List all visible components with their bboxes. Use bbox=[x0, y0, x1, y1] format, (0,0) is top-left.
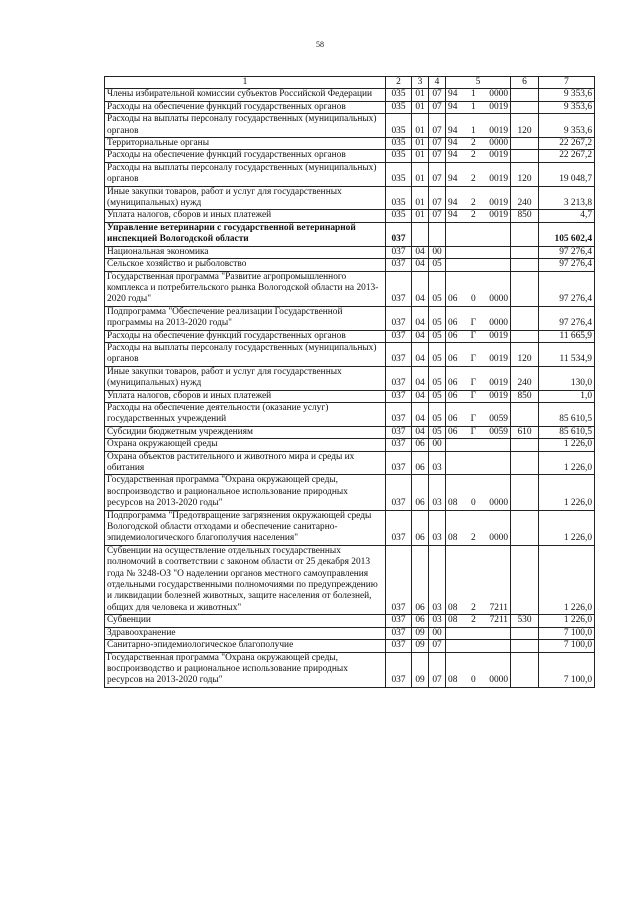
row-dept-code: 035 bbox=[386, 150, 412, 162]
row-dept-code: 037 bbox=[386, 545, 412, 614]
table-row bbox=[105, 402, 595, 426]
row-section-code: 06 bbox=[412, 451, 429, 475]
row-amount: 1 226,0 bbox=[539, 615, 595, 627]
row-expense-type bbox=[511, 259, 539, 271]
table-row bbox=[105, 150, 595, 162]
row-target-code bbox=[446, 186, 511, 210]
row-subsection-code: 07 bbox=[429, 210, 446, 222]
table-row bbox=[105, 186, 595, 210]
target-code-direction: 0019 bbox=[489, 390, 508, 401]
row-expense-type bbox=[511, 475, 539, 510]
target-code-direction: 0000 bbox=[489, 675, 508, 686]
target-code-program: 06 bbox=[448, 390, 458, 401]
row-dept-code: 037 bbox=[386, 627, 412, 639]
table-row bbox=[105, 222, 595, 246]
row-section-code: 04 bbox=[412, 330, 429, 342]
row-expense-type bbox=[511, 138, 539, 150]
row-amount: 22 267,2 bbox=[539, 150, 595, 162]
row-expense-type bbox=[511, 510, 539, 545]
row-section-code: 04 bbox=[412, 402, 429, 426]
row-section-code: 04 bbox=[412, 271, 429, 306]
row-name: Подпрограмма "Предотвращение загрязнения окружающей среды Вологодской области отходами и обеспечение санитарно-эпидемиологического благополучия населения" bbox=[105, 510, 386, 545]
target-code-direction: 0019 bbox=[489, 101, 508, 112]
row-expense-type bbox=[511, 306, 539, 330]
row-subsection-code: 07 bbox=[429, 186, 446, 210]
row-name: Субвенции bbox=[105, 615, 386, 627]
target-code-subprogram: 0 bbox=[470, 294, 476, 305]
target-code-program: 94 bbox=[448, 150, 458, 161]
row-expense-type: 850 bbox=[511, 210, 539, 222]
target-code-program: 08 bbox=[448, 615, 458, 626]
table-row bbox=[105, 271, 595, 306]
target-code-subprogram: 2 bbox=[471, 615, 476, 626]
row-expense-type bbox=[511, 545, 539, 614]
row-dept-code: 037 bbox=[386, 306, 412, 330]
row-amount: 1 226,0 bbox=[539, 510, 595, 545]
target-code-program: 06 bbox=[448, 354, 458, 365]
row-section-code: 01 bbox=[412, 89, 429, 101]
row-dept-code: 037 bbox=[386, 342, 412, 366]
target-code-subprogram: Г bbox=[470, 390, 477, 401]
row-target-code bbox=[446, 342, 511, 366]
target-code-program: 94 bbox=[448, 198, 458, 209]
row-target-code bbox=[446, 259, 511, 271]
target-code-subprogram: 0 bbox=[470, 675, 476, 686]
row-target-code bbox=[446, 652, 511, 687]
row-amount: 22 267,2 bbox=[539, 138, 595, 150]
target-code-subprogram: Г bbox=[470, 426, 477, 437]
row-expense-type bbox=[511, 222, 539, 246]
target-code-direction: 7211 bbox=[489, 615, 508, 626]
target-code-program: 94 bbox=[448, 125, 458, 136]
row-dept-code: 035 bbox=[386, 210, 412, 222]
row-amount: 1 226,0 bbox=[539, 475, 595, 510]
row-expense-type bbox=[511, 451, 539, 475]
budget-table-body bbox=[105, 77, 595, 688]
target-code-program: 06 bbox=[448, 426, 458, 437]
row-target-code bbox=[446, 390, 511, 402]
row-target-code bbox=[446, 150, 511, 162]
row-section-code: 06 bbox=[412, 439, 429, 451]
target-code-direction: 0000 bbox=[489, 89, 508, 100]
row-dept-code: 037 bbox=[386, 426, 412, 438]
target-code-direction: 0019 bbox=[489, 198, 508, 209]
row-expense-type: 610 bbox=[511, 426, 539, 438]
row-name: Расходы на выплаты персоналу государственных (муниципальных) органов bbox=[105, 114, 386, 138]
target-code-program: 08 bbox=[448, 602, 458, 613]
row-amount: 85 610,5 bbox=[539, 426, 595, 438]
row-expense-type bbox=[511, 627, 539, 639]
target-code-subprogram: Г bbox=[470, 318, 477, 329]
row-name: Санитарно-эпидемиологическое благополучие bbox=[105, 640, 386, 652]
row-section-code: 04 bbox=[412, 306, 429, 330]
row-section-code: 01 bbox=[412, 101, 429, 113]
row-target-code bbox=[446, 89, 511, 101]
target-code-program: 06 bbox=[448, 378, 458, 389]
row-section-code: 04 bbox=[412, 426, 429, 438]
row-dept-code: 035 bbox=[386, 101, 412, 113]
row-expense-type bbox=[511, 150, 539, 162]
row-target-code bbox=[446, 210, 511, 222]
row-section-code: 01 bbox=[412, 114, 429, 138]
row-subsection-code: 05 bbox=[429, 259, 446, 271]
row-expense-type: 850 bbox=[511, 390, 539, 402]
target-code-program: 94 bbox=[448, 101, 458, 112]
row-subsection-code: 05 bbox=[429, 366, 446, 390]
row-name: Охрана окружающей среды bbox=[105, 439, 386, 451]
row-section-code: 04 bbox=[412, 366, 429, 390]
row-subsection-code bbox=[429, 222, 446, 246]
row-section-code: 01 bbox=[412, 186, 429, 210]
table-row bbox=[105, 439, 595, 451]
row-dept-code: 037 bbox=[386, 330, 412, 342]
row-dept-code: 037 bbox=[386, 222, 412, 246]
row-target-code bbox=[446, 545, 511, 614]
row-target-code bbox=[446, 271, 511, 306]
row-target-code bbox=[446, 439, 511, 451]
target-code-subprogram: 2 bbox=[470, 138, 476, 149]
row-subsection-code: 07 bbox=[429, 101, 446, 113]
row-amount: 7 100,0 bbox=[539, 627, 595, 639]
table-row bbox=[105, 390, 595, 402]
row-expense-type bbox=[511, 101, 539, 113]
row-amount: 19 048,7 bbox=[539, 162, 595, 186]
row-section-code: 09 bbox=[412, 627, 429, 639]
table-row bbox=[105, 259, 595, 271]
target-code-program: 08 bbox=[448, 533, 458, 544]
target-code-program: 06 bbox=[448, 414, 458, 425]
target-code-subprogram: 2 bbox=[470, 533, 476, 544]
header-cell: 6 bbox=[511, 77, 539, 89]
row-amount: 9 353,6 bbox=[539, 101, 595, 113]
target-code-direction: 0000 bbox=[489, 138, 508, 149]
row-dept-code: 035 bbox=[386, 186, 412, 210]
table-row bbox=[105, 426, 595, 438]
target-code-subprogram: Г bbox=[470, 330, 477, 341]
table-row bbox=[105, 306, 595, 330]
row-subsection-code: 07 bbox=[429, 640, 446, 652]
row-subsection-code: 05 bbox=[429, 306, 446, 330]
row-target-code bbox=[446, 366, 511, 390]
target-code-direction: 0059 bbox=[489, 426, 508, 437]
table-row bbox=[105, 451, 595, 475]
table-row bbox=[105, 615, 595, 627]
row-name: Государственная программа "Развитие агропромышленного комплекса и потребительского рынка Вологодской области на 2013-2020 годы" bbox=[105, 271, 386, 306]
row-target-code bbox=[446, 451, 511, 475]
row-amount: 9 353,6 bbox=[539, 114, 595, 138]
row-section-code bbox=[412, 222, 429, 246]
row-name: Иные закупки товаров, работ и услуг для государственных (муниципальных) нужд bbox=[105, 366, 386, 390]
target-code-direction: 0019 bbox=[489, 210, 508, 221]
row-expense-type bbox=[511, 439, 539, 451]
row-expense-type: 120 bbox=[511, 342, 539, 366]
row-dept-code: 035 bbox=[386, 162, 412, 186]
table-row bbox=[105, 366, 595, 390]
table-row bbox=[105, 342, 595, 366]
row-amount: 97 276,4 bbox=[539, 306, 595, 330]
row-expense-type: 120 bbox=[511, 114, 539, 138]
row-amount: 11 534,9 bbox=[539, 342, 595, 366]
target-code-direction: 0000 bbox=[489, 533, 508, 544]
row-target-code bbox=[446, 114, 511, 138]
target-code-subprogram: 2 bbox=[471, 602, 476, 613]
row-subsection-code: 05 bbox=[429, 402, 446, 426]
row-expense-type: 530 bbox=[511, 615, 539, 627]
row-amount: 1,0 bbox=[539, 390, 595, 402]
row-subsection-code: 03 bbox=[429, 475, 446, 510]
row-dept-code: 037 bbox=[386, 652, 412, 687]
target-code-program: 94 bbox=[448, 210, 458, 221]
row-name: Расходы на обеспечение деятельности (оказание услуг) государственных учреждений bbox=[105, 402, 386, 426]
row-section-code: 04 bbox=[412, 259, 429, 271]
row-dept-code: 037 bbox=[386, 475, 412, 510]
row-expense-type bbox=[511, 652, 539, 687]
row-expense-type bbox=[511, 402, 539, 426]
row-section-code: 01 bbox=[412, 162, 429, 186]
row-dept-code: 037 bbox=[386, 615, 412, 627]
row-dept-code: 035 bbox=[386, 114, 412, 138]
target-code-program: 94 bbox=[448, 89, 458, 100]
table-row bbox=[105, 162, 595, 186]
header-cell: 5 bbox=[446, 77, 511, 89]
row-name: Государственная программа "Охрана окружающей среды, воспроизводство и рациональное использование природных ресурсов на 2013-2020 годы" bbox=[105, 475, 386, 510]
target-code-program: 06 bbox=[448, 294, 458, 305]
row-name: Охрана объектов растительного и животного мира и среды их обитания bbox=[105, 451, 386, 475]
row-amount: 7 100,0 bbox=[539, 652, 595, 687]
row-section-code: 01 bbox=[412, 210, 429, 222]
row-dept-code: 037 bbox=[386, 451, 412, 475]
row-name: Субвенции на осуществление отдельных государственных полномочий в соответствии с законом области от 25 декабря 2013 года № 3248-ОЗ "О наделении органов местного самоуправления отдельными государственными полномочиями по предупреждению и ликвидации болезней животных, защите населения от болезней, общих для человека и животных" bbox=[105, 545, 386, 614]
target-code-subprogram: 0 bbox=[470, 498, 476, 509]
row-subsection-code: 07 bbox=[429, 138, 446, 150]
table-row bbox=[105, 246, 595, 258]
row-subsection-code: 05 bbox=[429, 330, 446, 342]
row-section-code: 09 bbox=[412, 652, 429, 687]
row-dept-code: 035 bbox=[386, 89, 412, 101]
table-row bbox=[105, 138, 595, 150]
row-dept-code: 037 bbox=[386, 510, 412, 545]
target-code-program: 06 bbox=[448, 318, 458, 329]
row-name: Подпрограмма "Обеспечение реализации Государственной программы на 2013-2020 годы" bbox=[105, 306, 386, 330]
row-subsection-code: 03 bbox=[429, 451, 446, 475]
row-expense-type: 120 bbox=[511, 162, 539, 186]
row-name: Территориальные органы bbox=[105, 138, 386, 150]
row-name: Расходы на выплаты персоналу государственных (муниципальных) органов bbox=[105, 162, 386, 186]
target-code-program: 08 bbox=[448, 675, 458, 686]
row-name: Субсидии бюджетным учреждениям bbox=[105, 426, 386, 438]
row-subsection-code: 00 bbox=[429, 439, 446, 451]
row-subsection-code: 05 bbox=[429, 390, 446, 402]
row-amount: 4,7 bbox=[539, 210, 595, 222]
row-dept-code: 037 bbox=[386, 246, 412, 258]
row-name: Расходы на обеспечение функций государственных органов bbox=[105, 101, 386, 113]
row-dept-code: 037 bbox=[386, 271, 412, 306]
row-name: Члены избирательной комиссии субъектов Российской Федерации bbox=[105, 89, 386, 101]
target-code-direction: 0019 bbox=[489, 125, 508, 136]
row-name: Сельское хозяйство и рыболовство bbox=[105, 259, 386, 271]
header-cell: 7 bbox=[539, 77, 595, 89]
row-expense-type: 240 bbox=[511, 186, 539, 210]
row-section-code: 06 bbox=[412, 545, 429, 614]
target-code-direction: 0019 bbox=[489, 378, 508, 389]
target-code-program: 06 bbox=[448, 330, 458, 341]
row-expense-type bbox=[511, 640, 539, 652]
row-subsection-code: 05 bbox=[429, 426, 446, 438]
row-expense-type: 240 bbox=[511, 366, 539, 390]
row-target-code bbox=[446, 475, 511, 510]
row-subsection-code: 00 bbox=[429, 246, 446, 258]
row-amount: 1 226,0 bbox=[539, 439, 595, 451]
row-target-code bbox=[446, 101, 511, 113]
target-code-direction: 0059 bbox=[489, 414, 508, 425]
target-code-direction: 0000 bbox=[489, 294, 508, 305]
row-target-code bbox=[446, 162, 511, 186]
target-code-subprogram: 2 bbox=[470, 174, 476, 185]
target-code-direction: 0019 bbox=[489, 174, 508, 185]
target-code-subprogram: Г bbox=[470, 354, 477, 365]
target-code-subprogram: Г bbox=[470, 378, 477, 389]
row-amount: 7 100,0 bbox=[539, 640, 595, 652]
page-number: 58 bbox=[316, 40, 324, 49]
row-amount: 1 226,0 bbox=[539, 451, 595, 475]
row-target-code bbox=[446, 426, 511, 438]
row-target-code bbox=[446, 330, 511, 342]
table-row bbox=[105, 89, 595, 101]
row-dept-code: 037 bbox=[386, 366, 412, 390]
table-row bbox=[105, 114, 595, 138]
target-code-direction: 0019 bbox=[489, 354, 508, 365]
target-code-subprogram: 2 bbox=[470, 150, 476, 161]
row-amount: 9 353,6 bbox=[539, 89, 595, 101]
target-code-subprogram: 1 bbox=[470, 89, 476, 100]
target-code-subprogram: 2 bbox=[470, 198, 476, 209]
row-subsection-code: 05 bbox=[429, 342, 446, 366]
row-subsection-code: 00 bbox=[429, 627, 446, 639]
row-subsection-code: 07 bbox=[429, 652, 446, 687]
row-amount: 1 226,0 bbox=[539, 545, 595, 614]
target-code-direction: 0019 bbox=[489, 150, 508, 161]
row-name: Уплата налогов, сборов и иных платежей bbox=[105, 210, 386, 222]
row-target-code bbox=[446, 640, 511, 652]
row-target-code bbox=[446, 510, 511, 545]
header-cell: 4 bbox=[429, 77, 446, 89]
row-section-code: 06 bbox=[412, 510, 429, 545]
target-code-program: 94 bbox=[448, 138, 458, 149]
row-name: Уплата налогов, сборов и иных платежей bbox=[105, 390, 386, 402]
row-amount: 97 276,4 bbox=[539, 246, 595, 258]
table-row bbox=[105, 101, 595, 113]
target-code-subprogram: Г bbox=[470, 414, 477, 425]
row-name: Иные закупки товаров, работ и услуг для государственных (муниципальных) нужд bbox=[105, 186, 386, 210]
header-row bbox=[105, 77, 595, 89]
row-section-code: 04 bbox=[412, 390, 429, 402]
row-subsection-code: 03 bbox=[429, 510, 446, 545]
row-expense-type bbox=[511, 89, 539, 101]
table-row bbox=[105, 475, 595, 510]
row-amount: 85 610,5 bbox=[539, 402, 595, 426]
row-target-code bbox=[446, 615, 511, 627]
row-section-code: 04 bbox=[412, 342, 429, 366]
row-target-code bbox=[446, 222, 511, 246]
header-cell: 3 bbox=[412, 77, 429, 89]
row-subsection-code: 03 bbox=[429, 615, 446, 627]
row-amount: 97 276,4 bbox=[539, 259, 595, 271]
row-amount: 11 665,9 bbox=[539, 330, 595, 342]
row-expense-type bbox=[511, 271, 539, 306]
row-dept-code: 037 bbox=[386, 259, 412, 271]
target-code-subprogram: 2 bbox=[470, 210, 476, 221]
row-expense-type bbox=[511, 246, 539, 258]
row-section-code: 04 bbox=[412, 246, 429, 258]
target-code-subprogram: 1 bbox=[470, 125, 476, 136]
row-target-code bbox=[446, 306, 511, 330]
table-row bbox=[105, 210, 595, 222]
row-section-code: 06 bbox=[412, 475, 429, 510]
target-code-subprogram: 1 bbox=[470, 101, 476, 112]
row-name: Национальная экономика bbox=[105, 246, 386, 258]
row-section-code: 09 bbox=[412, 640, 429, 652]
table-row bbox=[105, 652, 595, 687]
row-subsection-code: 07 bbox=[429, 150, 446, 162]
target-code-direction: 0000 bbox=[489, 318, 508, 329]
row-target-code bbox=[446, 627, 511, 639]
row-amount: 3 213,8 bbox=[539, 186, 595, 210]
table-row bbox=[105, 330, 595, 342]
row-name: Расходы на обеспечение функций государственных органов bbox=[105, 150, 386, 162]
target-code-direction: 7211 bbox=[489, 602, 508, 613]
row-name: Управление ветеринарии с государственной ветеринарной инспекцией Вологодской области bbox=[105, 222, 386, 246]
row-section-code: 01 bbox=[412, 138, 429, 150]
row-amount: 97 276,4 bbox=[539, 271, 595, 306]
row-dept-code: 037 bbox=[386, 390, 412, 402]
row-target-code bbox=[446, 246, 511, 258]
row-name: Расходы на обеспечение функций государственных органов bbox=[105, 330, 386, 342]
row-dept-code: 035 bbox=[386, 138, 412, 150]
table-row bbox=[105, 627, 595, 639]
row-dept-code: 037 bbox=[386, 402, 412, 426]
row-target-code bbox=[446, 138, 511, 150]
row-target-code bbox=[446, 402, 511, 426]
target-code-program: 08 bbox=[448, 498, 458, 509]
table-row bbox=[105, 510, 595, 545]
row-dept-code: 037 bbox=[386, 640, 412, 652]
table-row bbox=[105, 640, 595, 652]
header-cell: 1 bbox=[105, 77, 386, 89]
target-code-direction: 0000 bbox=[489, 498, 508, 509]
row-subsection-code: 07 bbox=[429, 162, 446, 186]
target-code-direction: 0019 bbox=[489, 330, 508, 341]
header-cell: 2 bbox=[386, 77, 412, 89]
row-amount: 105 602,4 bbox=[539, 222, 595, 246]
row-dept-code: 037 bbox=[386, 439, 412, 451]
row-name: Государственная программа "Охрана окружающей среды, воспроизводство и рациональное использование природных ресурсов на 2013-2020 годы" bbox=[105, 652, 386, 687]
row-subsection-code: 05 bbox=[429, 271, 446, 306]
target-code-program: 94 bbox=[448, 174, 458, 185]
row-subsection-code: 03 bbox=[429, 545, 446, 614]
row-name: Здравоохранение bbox=[105, 627, 386, 639]
row-amount: 130,0 bbox=[539, 366, 595, 390]
row-name: Расходы на выплаты персоналу государственных (муниципальных) органов bbox=[105, 342, 386, 366]
table-row bbox=[105, 545, 595, 614]
row-section-code: 06 bbox=[412, 615, 429, 627]
row-section-code: 01 bbox=[412, 150, 429, 162]
row-expense-type bbox=[511, 330, 539, 342]
budget-table bbox=[104, 76, 595, 688]
row-subsection-code: 07 bbox=[429, 89, 446, 101]
row-subsection-code: 07 bbox=[429, 114, 446, 138]
